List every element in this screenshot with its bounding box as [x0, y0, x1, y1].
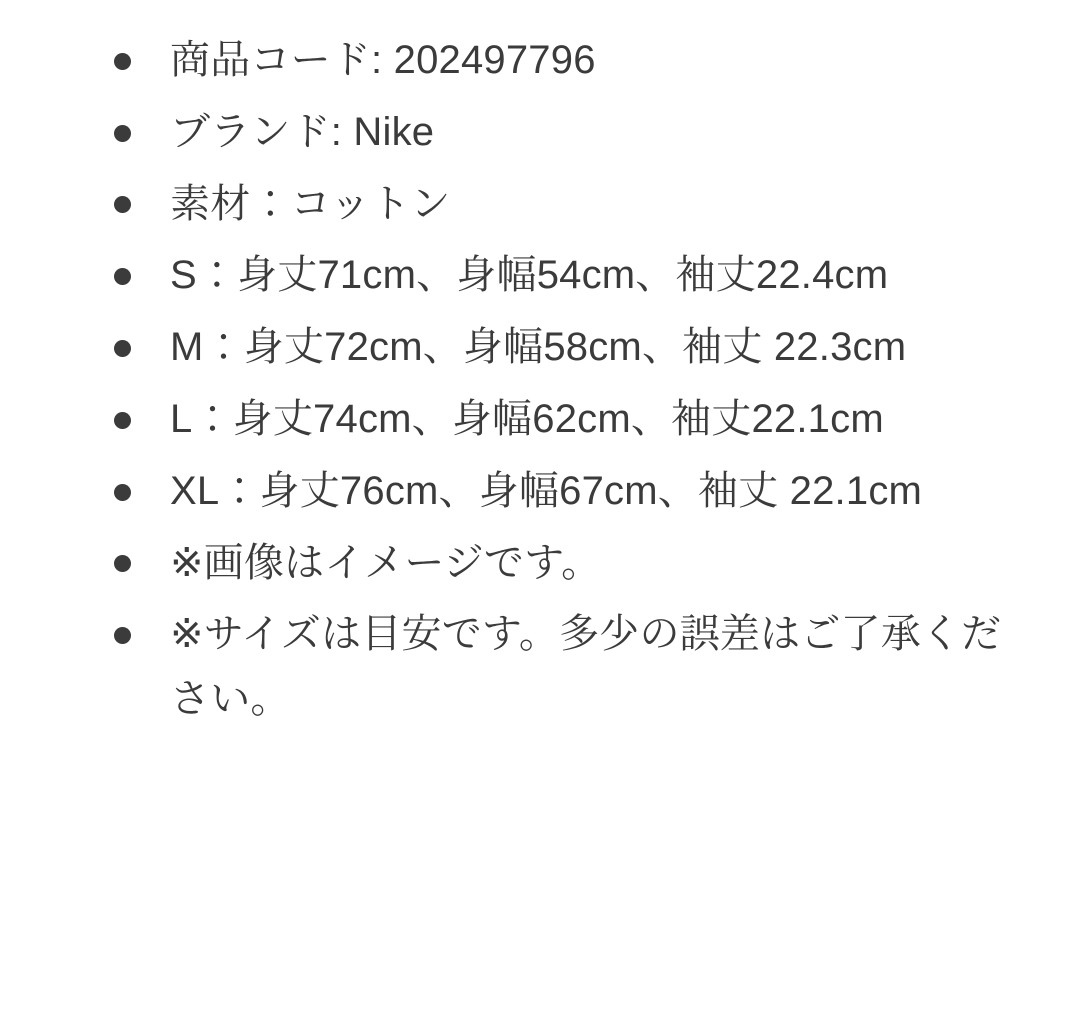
list-item-material	[60, 172, 1020, 237]
list-item-text: ブランド: Nike	[170, 109, 435, 154]
bullet-icon	[114, 53, 131, 70]
bullet-icon	[114, 196, 131, 213]
bullet-icon	[114, 268, 131, 285]
list-item-text: M：身丈72cm、身幅58cm、袖丈 22.3cm	[170, 325, 907, 370]
list-item-text: 素材：コットン	[170, 181, 451, 226]
list-item-size-xl	[60, 459, 1020, 524]
bullet-icon	[114, 340, 131, 357]
list-item-note-image	[60, 531, 1020, 596]
list-item-size-l	[60, 387, 1020, 452]
bullet-icon	[114, 555, 131, 572]
list-item-size-s	[60, 243, 1020, 308]
list-item-brand	[60, 100, 1020, 165]
list-item-text: ※画像はイメージです。	[170, 540, 602, 585]
list-item-text: XL：身丈76cm、身幅67cm、袖丈 22.1cm	[170, 468, 923, 513]
list-item-text: 商品コード: 202497796	[170, 38, 596, 82]
list-item-text: S：身丈71cm、身幅54cm、袖丈22.4cm	[170, 253, 889, 298]
bullet-icon	[114, 412, 131, 429]
bullet-icon	[114, 125, 131, 142]
bullet-icon	[114, 484, 131, 501]
list-item-text: L：身丈74cm、身幅62cm、袖丈22.1cm	[170, 396, 884, 441]
list-item-product-code	[60, 28, 1020, 93]
list-item-size-m	[60, 315, 1020, 380]
bullet-icon	[114, 627, 131, 644]
specification-list	[60, 28, 1020, 732]
list-item-note-size	[60, 602, 1020, 732]
list-item-text: ※サイズは目安です。多少の誤差はご了承ください。	[170, 612, 1002, 722]
